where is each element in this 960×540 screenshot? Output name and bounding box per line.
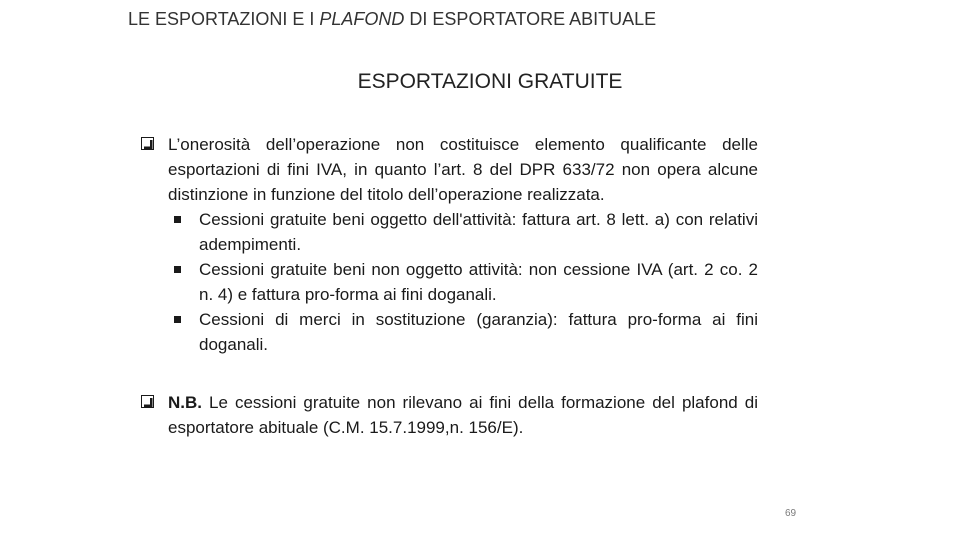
square-bullet-icon	[174, 266, 181, 273]
checkbox-bullet-icon	[141, 137, 154, 150]
bullet-onerosita	[140, 132, 758, 207]
title-prefix: LE ESPORTAZIONI E I	[128, 9, 320, 29]
square-bullet-icon	[174, 216, 181, 223]
square-bullet-icon	[174, 316, 181, 323]
nota-bene-label: N.B.	[168, 393, 202, 412]
bullet-nota-bene	[140, 390, 758, 440]
sub-item-text: Cessioni di merci in sostituzione (garanzia): fattura pro-forma ai fini doganali.	[199, 310, 758, 354]
sub-item-text: Cessioni gratuite beni non oggetto attività: non cessione IVA (art. 2 co. 2 n. 4) e fattura pro-forma ai fini doganali.	[199, 260, 758, 304]
sub-item-cessioni-gratuite-oggetto	[140, 207, 758, 257]
page-number: 69	[785, 508, 797, 519]
section-subtitle: ESPORTAZIONI GRATUITE	[357, 70, 623, 93]
title-italic: PLAFOND	[319, 9, 405, 29]
sub-bullet-list	[140, 207, 758, 357]
bullet-text: Le cessioni gratuite non rilevano ai fini della formazione del plafond di esportatore abituale (C.M. 15.7.1999,n. 156/E).	[168, 393, 758, 437]
slide-content	[140, 132, 758, 440]
sub-item-cessioni-gratuite-non-oggetto	[140, 257, 758, 307]
bullet-text: L’onerosità dell’operazione non costituisce elemento qualificante delle esportazioni di fini IVA, in quanto l’art. 8 del DPR 633/72 non opera alcune distinzione in funzione del titolo dell’operazione realizzata.	[168, 135, 758, 204]
page-title	[128, 9, 656, 30]
title-suffix: DI ESPORTATORE ABITUALE	[404, 9, 657, 29]
sub-item-text: Cessioni gratuite beni oggetto dell'attività: fattura art. 8 lett. a) con relativi adempimenti.	[199, 210, 758, 254]
sub-item-cessioni-sostituzione	[140, 307, 758, 357]
checkbox-bullet-icon	[141, 395, 154, 408]
